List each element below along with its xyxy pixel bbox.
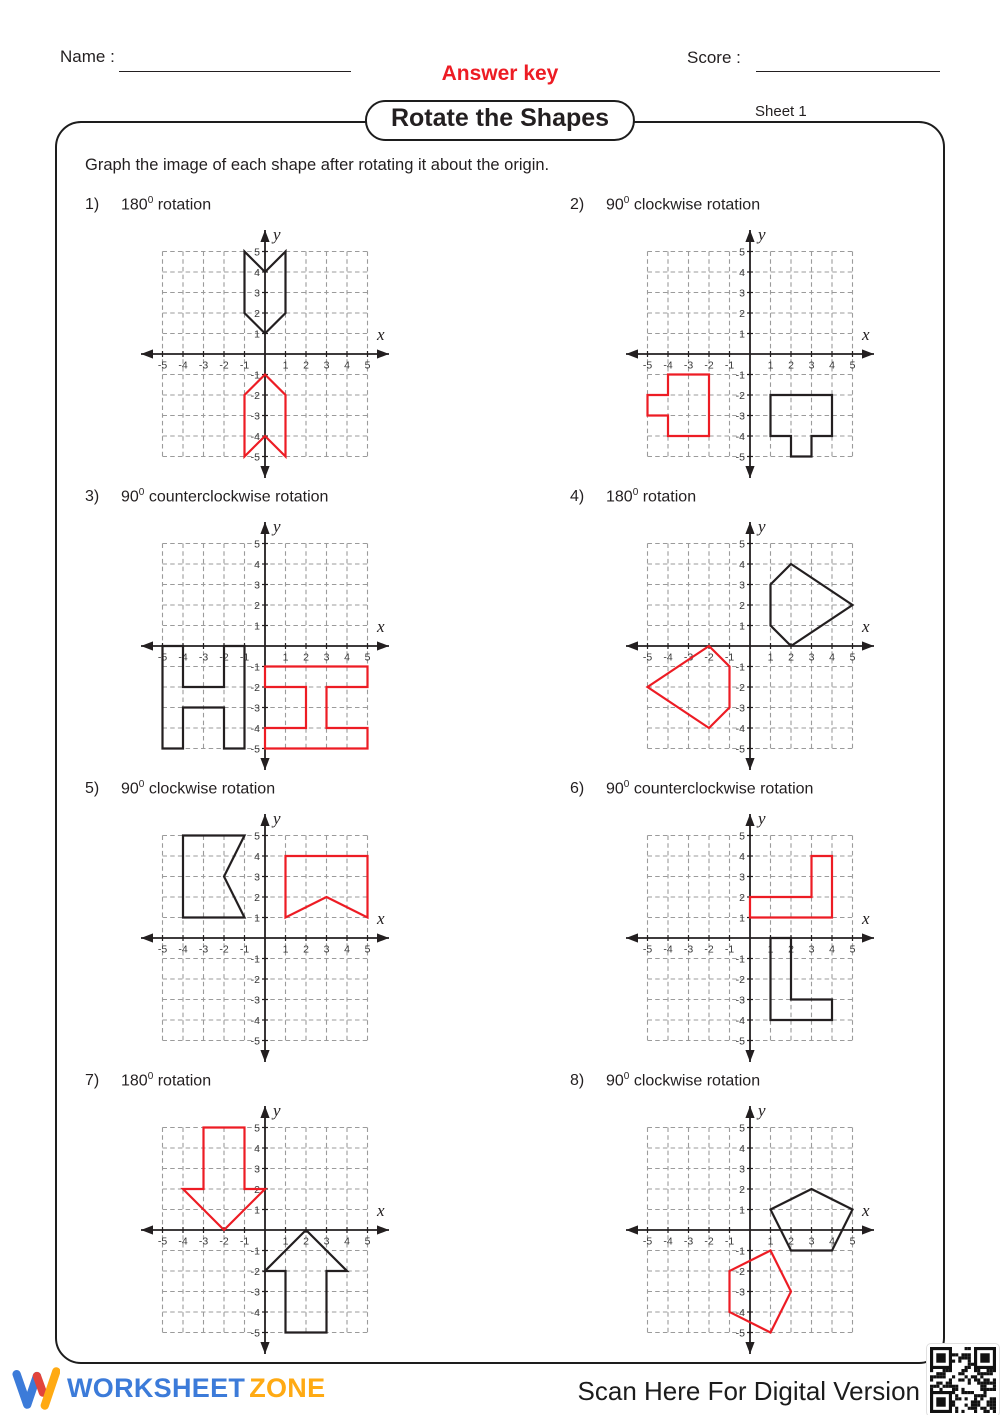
x-tick-label: 3: [808, 943, 815, 956]
x-tick-label: -5: [157, 1235, 168, 1248]
x-tick-label: 2: [303, 943, 309, 956]
x-axis-label: x: [862, 325, 870, 344]
axis-arrowhead: [377, 933, 389, 942]
problem-title: [85, 1071, 211, 1090]
problem-number: 6): [570, 780, 585, 798]
y-tick-label: 1: [739, 1204, 745, 1217]
axis-arrowhead: [626, 641, 638, 650]
x-tick-label: 4: [829, 1235, 835, 1248]
y-tick-label: 1: [739, 328, 745, 341]
y-tick-label: -5: [250, 1327, 260, 1340]
y-tick-label: -5: [250, 743, 260, 756]
degree-superscript: 0: [623, 195, 630, 206]
x-tick-label: 2: [788, 359, 794, 372]
y-tick-label: 5: [739, 246, 745, 259]
x-tick-label: 3: [323, 1235, 330, 1248]
coordinate-grid: [610, 798, 890, 1068]
brand-worksheet: WORKSHEET: [67, 1372, 246, 1403]
y-axis-label: y: [758, 517, 766, 536]
x-tick-label: 4: [829, 359, 835, 372]
axis-arrowhead: [626, 1225, 638, 1234]
y-tick-label: 5: [254, 538, 260, 551]
brand-name: [67, 1373, 325, 1404]
x-tick-label: -4: [178, 1235, 188, 1248]
axis-arrowhead: [141, 1225, 153, 1234]
problem-number: 2): [570, 196, 585, 214]
x-tick-label: -5: [642, 359, 653, 372]
x-axis-label: x: [377, 1201, 385, 1220]
x-tick-label: -2: [704, 651, 714, 664]
problem-number: 1): [85, 196, 100, 214]
axis-arrowhead: [377, 1225, 389, 1234]
x-tick-label: -1: [239, 943, 250, 956]
y-axis-label: y: [758, 225, 766, 244]
y-tick-label: -3: [735, 410, 745, 423]
axis-arrowhead: [745, 1050, 754, 1062]
y-tick-label: 1: [254, 912, 260, 925]
rotation-type-label: rotation: [157, 196, 212, 214]
y-tick-label: 4: [739, 850, 745, 863]
axis-arrowhead: [260, 1050, 269, 1062]
rotation-degree: 180: [606, 488, 633, 506]
y-tick-label: 2: [739, 307, 745, 320]
y-tick-label: -1: [250, 661, 260, 674]
problem-6: [500, 774, 945, 1066]
axis-arrowhead: [141, 933, 153, 942]
degree-superscript: 0: [147, 1071, 154, 1082]
y-tick-label: -4: [250, 1306, 260, 1319]
y-tick-label: -4: [250, 722, 260, 735]
y-tick-label: 3: [254, 1163, 260, 1176]
x-tick-label: -4: [663, 1235, 673, 1248]
x-tick-label: 3: [808, 359, 815, 372]
axis-arrowhead: [745, 466, 754, 478]
y-tick-label: 4: [254, 850, 260, 863]
y-tick-label: 1: [254, 328, 260, 341]
x-tick-label: 5: [849, 943, 856, 956]
y-tick-label: -1: [250, 953, 260, 966]
y-tick-label: -5: [735, 1327, 745, 1340]
x-tick-label: -5: [642, 1235, 653, 1248]
y-tick-label: 2: [739, 891, 745, 904]
x-tick-label: -2: [219, 1235, 229, 1248]
problem-title: [570, 195, 760, 214]
axis-arrowhead: [745, 1106, 754, 1118]
coordinate-grid: [125, 214, 405, 484]
axis-arrowhead: [141, 349, 153, 358]
x-tick-label: -2: [704, 1235, 714, 1248]
x-tick-label: 1: [282, 1235, 289, 1248]
x-tick-label: 2: [303, 359, 309, 372]
coordinate-grid: [610, 214, 890, 484]
y-tick-label: 1: [254, 1204, 260, 1217]
y-tick-label: 3: [739, 871, 745, 884]
worksheetzone-logo: [12, 1363, 325, 1413]
y-tick-label: -2: [735, 389, 745, 402]
x-tick-label: 4: [829, 943, 835, 956]
rotation-degree: 90: [121, 780, 139, 798]
x-tick-label: 5: [849, 1235, 856, 1248]
x-tick-label: 4: [344, 1235, 350, 1248]
degree-superscript: 0: [138, 779, 145, 790]
y-axis-label: y: [273, 225, 281, 244]
x-tick-label: -1: [239, 359, 250, 372]
x-tick-label: -4: [178, 651, 188, 664]
y-tick-label: 5: [254, 1122, 260, 1135]
rotation-degree: 180: [121, 1072, 148, 1090]
y-tick-label: -3: [250, 702, 260, 715]
rotation-type-label: rotation: [157, 1072, 212, 1090]
y-tick-label: -4: [735, 1014, 745, 1027]
problem-5: [55, 774, 500, 1066]
answer-key-label: Answer key: [441, 62, 559, 85]
scan-here-label: Scan Here For Digital Version: [577, 1376, 920, 1406]
y-tick-label: 4: [739, 558, 745, 571]
x-tick-label: 3: [808, 651, 815, 664]
x-tick-label: 2: [303, 651, 309, 664]
x-tick-label: -1: [724, 943, 735, 956]
x-tick-label: 2: [788, 1235, 794, 1248]
rotation-type-label: clockwise rotation: [148, 780, 276, 798]
x-tick-label: 1: [282, 651, 289, 664]
axis-arrowhead: [260, 230, 269, 242]
y-tick-label: -2: [250, 681, 260, 694]
rotation-type-label: rotation: [642, 488, 697, 506]
problem-2: [500, 190, 945, 482]
problem-title: [85, 779, 275, 798]
x-tick-label: -3: [683, 1235, 694, 1248]
y-tick-label: 4: [254, 558, 260, 571]
x-tick-label: -2: [219, 359, 229, 372]
axis-arrowhead: [745, 522, 754, 534]
x-tick-label: 5: [849, 359, 856, 372]
problem-1: [55, 190, 500, 482]
y-tick-label: -4: [735, 722, 745, 735]
axis-arrowhead: [626, 933, 638, 942]
x-tick-label: -3: [198, 651, 209, 664]
worksheet-title: Rotate the Shapes: [365, 100, 635, 141]
y-axis-label: y: [273, 809, 281, 828]
axis-arrowhead: [260, 814, 269, 826]
y-tick-label: 4: [254, 1142, 260, 1155]
x-tick-label: -5: [157, 359, 168, 372]
degree-superscript: 0: [147, 195, 154, 206]
x-tick-label: -3: [198, 943, 209, 956]
y-tick-label: -4: [250, 430, 260, 443]
x-tick-label: 1: [282, 359, 289, 372]
rotation-degree: 90: [606, 780, 624, 798]
x-tick-label: 1: [767, 651, 774, 664]
y-tick-label: -1: [735, 369, 745, 382]
axis-arrowhead: [745, 1342, 754, 1354]
axis-arrowhead: [260, 1342, 269, 1354]
rotation-degree: 180: [121, 196, 148, 214]
x-tick-label: 4: [344, 943, 350, 956]
axis-arrowhead: [745, 230, 754, 242]
y-tick-label: -3: [735, 1286, 745, 1299]
coordinate-grid: [610, 1090, 890, 1360]
y-tick-label: 4: [739, 266, 745, 279]
y-tick-label: 2: [254, 1183, 260, 1196]
y-tick-label: 3: [739, 579, 745, 592]
y-tick-label: 3: [254, 579, 260, 592]
axis-arrowhead: [377, 349, 389, 358]
x-tick-label: -5: [642, 943, 653, 956]
brand-zone: ZONE: [249, 1372, 326, 1403]
axis-arrowhead: [862, 933, 874, 942]
axis-arrowhead: [862, 641, 874, 650]
y-tick-label: -3: [735, 702, 745, 715]
problem-number: 5): [85, 780, 100, 798]
y-tick-label: -2: [250, 1265, 260, 1278]
x-tick-label: 4: [344, 359, 350, 372]
x-tick-label: -5: [157, 943, 168, 956]
y-tick-label: -4: [250, 1014, 260, 1027]
y-axis-label: y: [758, 1101, 766, 1120]
score-label: Score :: [687, 48, 741, 67]
y-tick-label: 2: [254, 307, 260, 320]
axis-arrowhead: [260, 466, 269, 478]
x-tick-label: 4: [829, 651, 835, 664]
y-tick-label: -5: [735, 743, 745, 756]
coordinate-grid: [125, 1090, 405, 1360]
x-axis-label: x: [862, 909, 870, 928]
x-tick-label: -3: [198, 359, 209, 372]
problem-8: [500, 1066, 945, 1358]
x-tick-label: 2: [788, 651, 794, 664]
x-tick-label: 1: [767, 943, 774, 956]
x-tick-label: 1: [767, 359, 774, 372]
x-tick-label: -2: [219, 651, 229, 664]
problem-title: [85, 195, 211, 214]
x-tick-label: -4: [178, 943, 188, 956]
y-tick-label: -4: [735, 1306, 745, 1319]
rotated-shape: [648, 375, 710, 437]
instruction-text: Graph the image of each shape after rotating it about the origin.: [85, 156, 550, 174]
y-tick-label: 5: [739, 830, 745, 843]
rotation-degree: 90: [606, 1072, 624, 1090]
rotation-degree: 90: [121, 488, 139, 506]
x-tick-label: 5: [849, 651, 856, 664]
x-tick-label: -3: [683, 359, 694, 372]
coordinate-grid: [125, 798, 405, 1068]
y-tick-label: -2: [250, 389, 260, 402]
degree-superscript: 0: [138, 487, 145, 498]
x-tick-label: 3: [323, 359, 330, 372]
x-tick-label: 1: [282, 943, 289, 956]
problem-title: [85, 487, 328, 506]
x-tick-label: -3: [683, 943, 694, 956]
y-tick-label: -1: [735, 953, 745, 966]
coordinate-grid: [610, 506, 890, 776]
score-blank-line: [756, 47, 940, 72]
rotation-type-label: clockwise rotation: [633, 1072, 761, 1090]
y-tick-label: -5: [250, 451, 260, 464]
y-tick-label: -5: [735, 1035, 745, 1048]
problems-grid: [55, 190, 945, 1358]
x-tick-label: -5: [642, 651, 653, 664]
x-tick-label: -1: [239, 1235, 250, 1248]
x-tick-label: 2: [303, 1235, 309, 1248]
x-axis-label: x: [377, 325, 385, 344]
y-tick-label: -3: [250, 410, 260, 423]
rotation-degree: 90: [606, 196, 624, 214]
y-axis-label: y: [273, 517, 281, 536]
problem-3: [55, 482, 500, 774]
x-tick-label: 5: [364, 1235, 371, 1248]
x-tick-label: -2: [704, 943, 714, 956]
axis-arrowhead: [141, 641, 153, 650]
x-tick-label: -5: [157, 651, 168, 664]
axis-arrowhead: [745, 758, 754, 770]
y-tick-label: -2: [735, 681, 745, 694]
y-tick-label: -4: [735, 430, 745, 443]
y-tick-label: 4: [739, 1142, 745, 1155]
x-tick-label: -1: [239, 651, 250, 664]
problem-title: [570, 779, 813, 798]
degree-superscript: 0: [632, 487, 639, 498]
axis-arrowhead: [745, 814, 754, 826]
y-tick-label: -1: [735, 1245, 745, 1258]
x-tick-label: -2: [219, 943, 229, 956]
x-tick-label: 1: [767, 1235, 774, 1248]
problem-number: 4): [570, 488, 585, 506]
problem-title: [570, 1071, 760, 1090]
y-tick-label: -2: [250, 973, 260, 986]
problem-title: [570, 487, 696, 506]
name-label: Name :: [60, 47, 115, 66]
y-tick-label: 5: [739, 538, 745, 551]
y-tick-label: 2: [254, 599, 260, 612]
problem-number: 8): [570, 1072, 585, 1090]
coordinate-grid: [125, 506, 405, 776]
y-tick-label: -5: [250, 1035, 260, 1048]
x-tick-label: -3: [683, 651, 694, 664]
x-tick-label: -4: [663, 651, 673, 664]
x-tick-label: -3: [198, 1235, 209, 1248]
y-axis-label: y: [273, 1101, 281, 1120]
degree-superscript: 0: [623, 779, 630, 790]
axis-arrowhead: [260, 522, 269, 534]
original-shape: [771, 395, 833, 457]
sheet-number: Sheet 1: [755, 103, 807, 120]
x-tick-label: -4: [663, 359, 673, 372]
x-axis-label: x: [377, 617, 385, 636]
x-axis-label: x: [862, 1201, 870, 1220]
logo-w-icon: [12, 1363, 60, 1413]
x-tick-label: 2: [788, 943, 794, 956]
y-tick-label: 3: [254, 287, 260, 300]
y-tick-label: 5: [739, 1122, 745, 1135]
y-tick-label: 1: [739, 620, 745, 633]
x-tick-label: 3: [323, 651, 330, 664]
y-tick-label: 1: [739, 912, 745, 925]
y-tick-label: -3: [735, 994, 745, 1007]
x-tick-label: 5: [364, 651, 371, 664]
degree-superscript: 0: [623, 1071, 630, 1082]
axis-arrowhead: [377, 641, 389, 650]
axis-arrowhead: [260, 758, 269, 770]
x-tick-label: 5: [364, 943, 371, 956]
y-tick-label: 3: [739, 287, 745, 300]
x-tick-label: -1: [724, 651, 735, 664]
y-tick-label: 5: [254, 246, 260, 259]
y-tick-label: -3: [250, 1286, 260, 1299]
x-tick-label: -1: [724, 1235, 735, 1248]
x-tick-label: -4: [663, 943, 673, 956]
y-tick-label: 2: [739, 1183, 745, 1196]
problem-number: 7): [85, 1072, 100, 1090]
y-tick-label: 4: [254, 266, 260, 279]
y-tick-label: 1: [254, 620, 260, 633]
y-tick-label: -5: [735, 451, 745, 464]
y-tick-label: 5: [254, 830, 260, 843]
problem-4: [500, 482, 945, 774]
y-tick-label: -1: [250, 369, 260, 382]
rotation-type-label: counterclockwise rotation: [633, 780, 814, 798]
x-tick-label: -1: [724, 359, 735, 372]
x-axis-label: x: [377, 909, 385, 928]
rotation-type-label: clockwise rotation: [633, 196, 761, 214]
x-tick-label: 5: [364, 359, 371, 372]
axis-arrowhead: [862, 349, 874, 358]
axis-arrowhead: [862, 1225, 874, 1234]
qr-code: [930, 1347, 996, 1413]
y-axis-label: y: [758, 809, 766, 828]
y-tick-label: -2: [735, 973, 745, 986]
rotation-type-label: counterclockwise rotation: [148, 488, 329, 506]
x-tick-label: 4: [344, 651, 350, 664]
axis-arrowhead: [626, 349, 638, 358]
qr-code-card: [926, 1343, 1000, 1415]
y-tick-label: -1: [735, 661, 745, 674]
x-tick-label: 3: [808, 1235, 815, 1248]
y-tick-label: 3: [739, 1163, 745, 1176]
x-axis-label: x: [862, 617, 870, 636]
x-tick-label: -4: [178, 359, 188, 372]
y-tick-label: 2: [739, 599, 745, 612]
problem-number: 3): [85, 488, 100, 506]
y-tick-label: 2: [254, 891, 260, 904]
x-tick-label: -2: [704, 359, 714, 372]
y-tick-label: 3: [254, 871, 260, 884]
axis-arrowhead: [260, 1106, 269, 1118]
problem-7: [55, 1066, 500, 1358]
y-tick-label: -3: [250, 994, 260, 1007]
y-tick-label: -1: [250, 1245, 260, 1258]
x-tick-label: 3: [323, 943, 330, 956]
y-tick-label: -2: [735, 1265, 745, 1278]
